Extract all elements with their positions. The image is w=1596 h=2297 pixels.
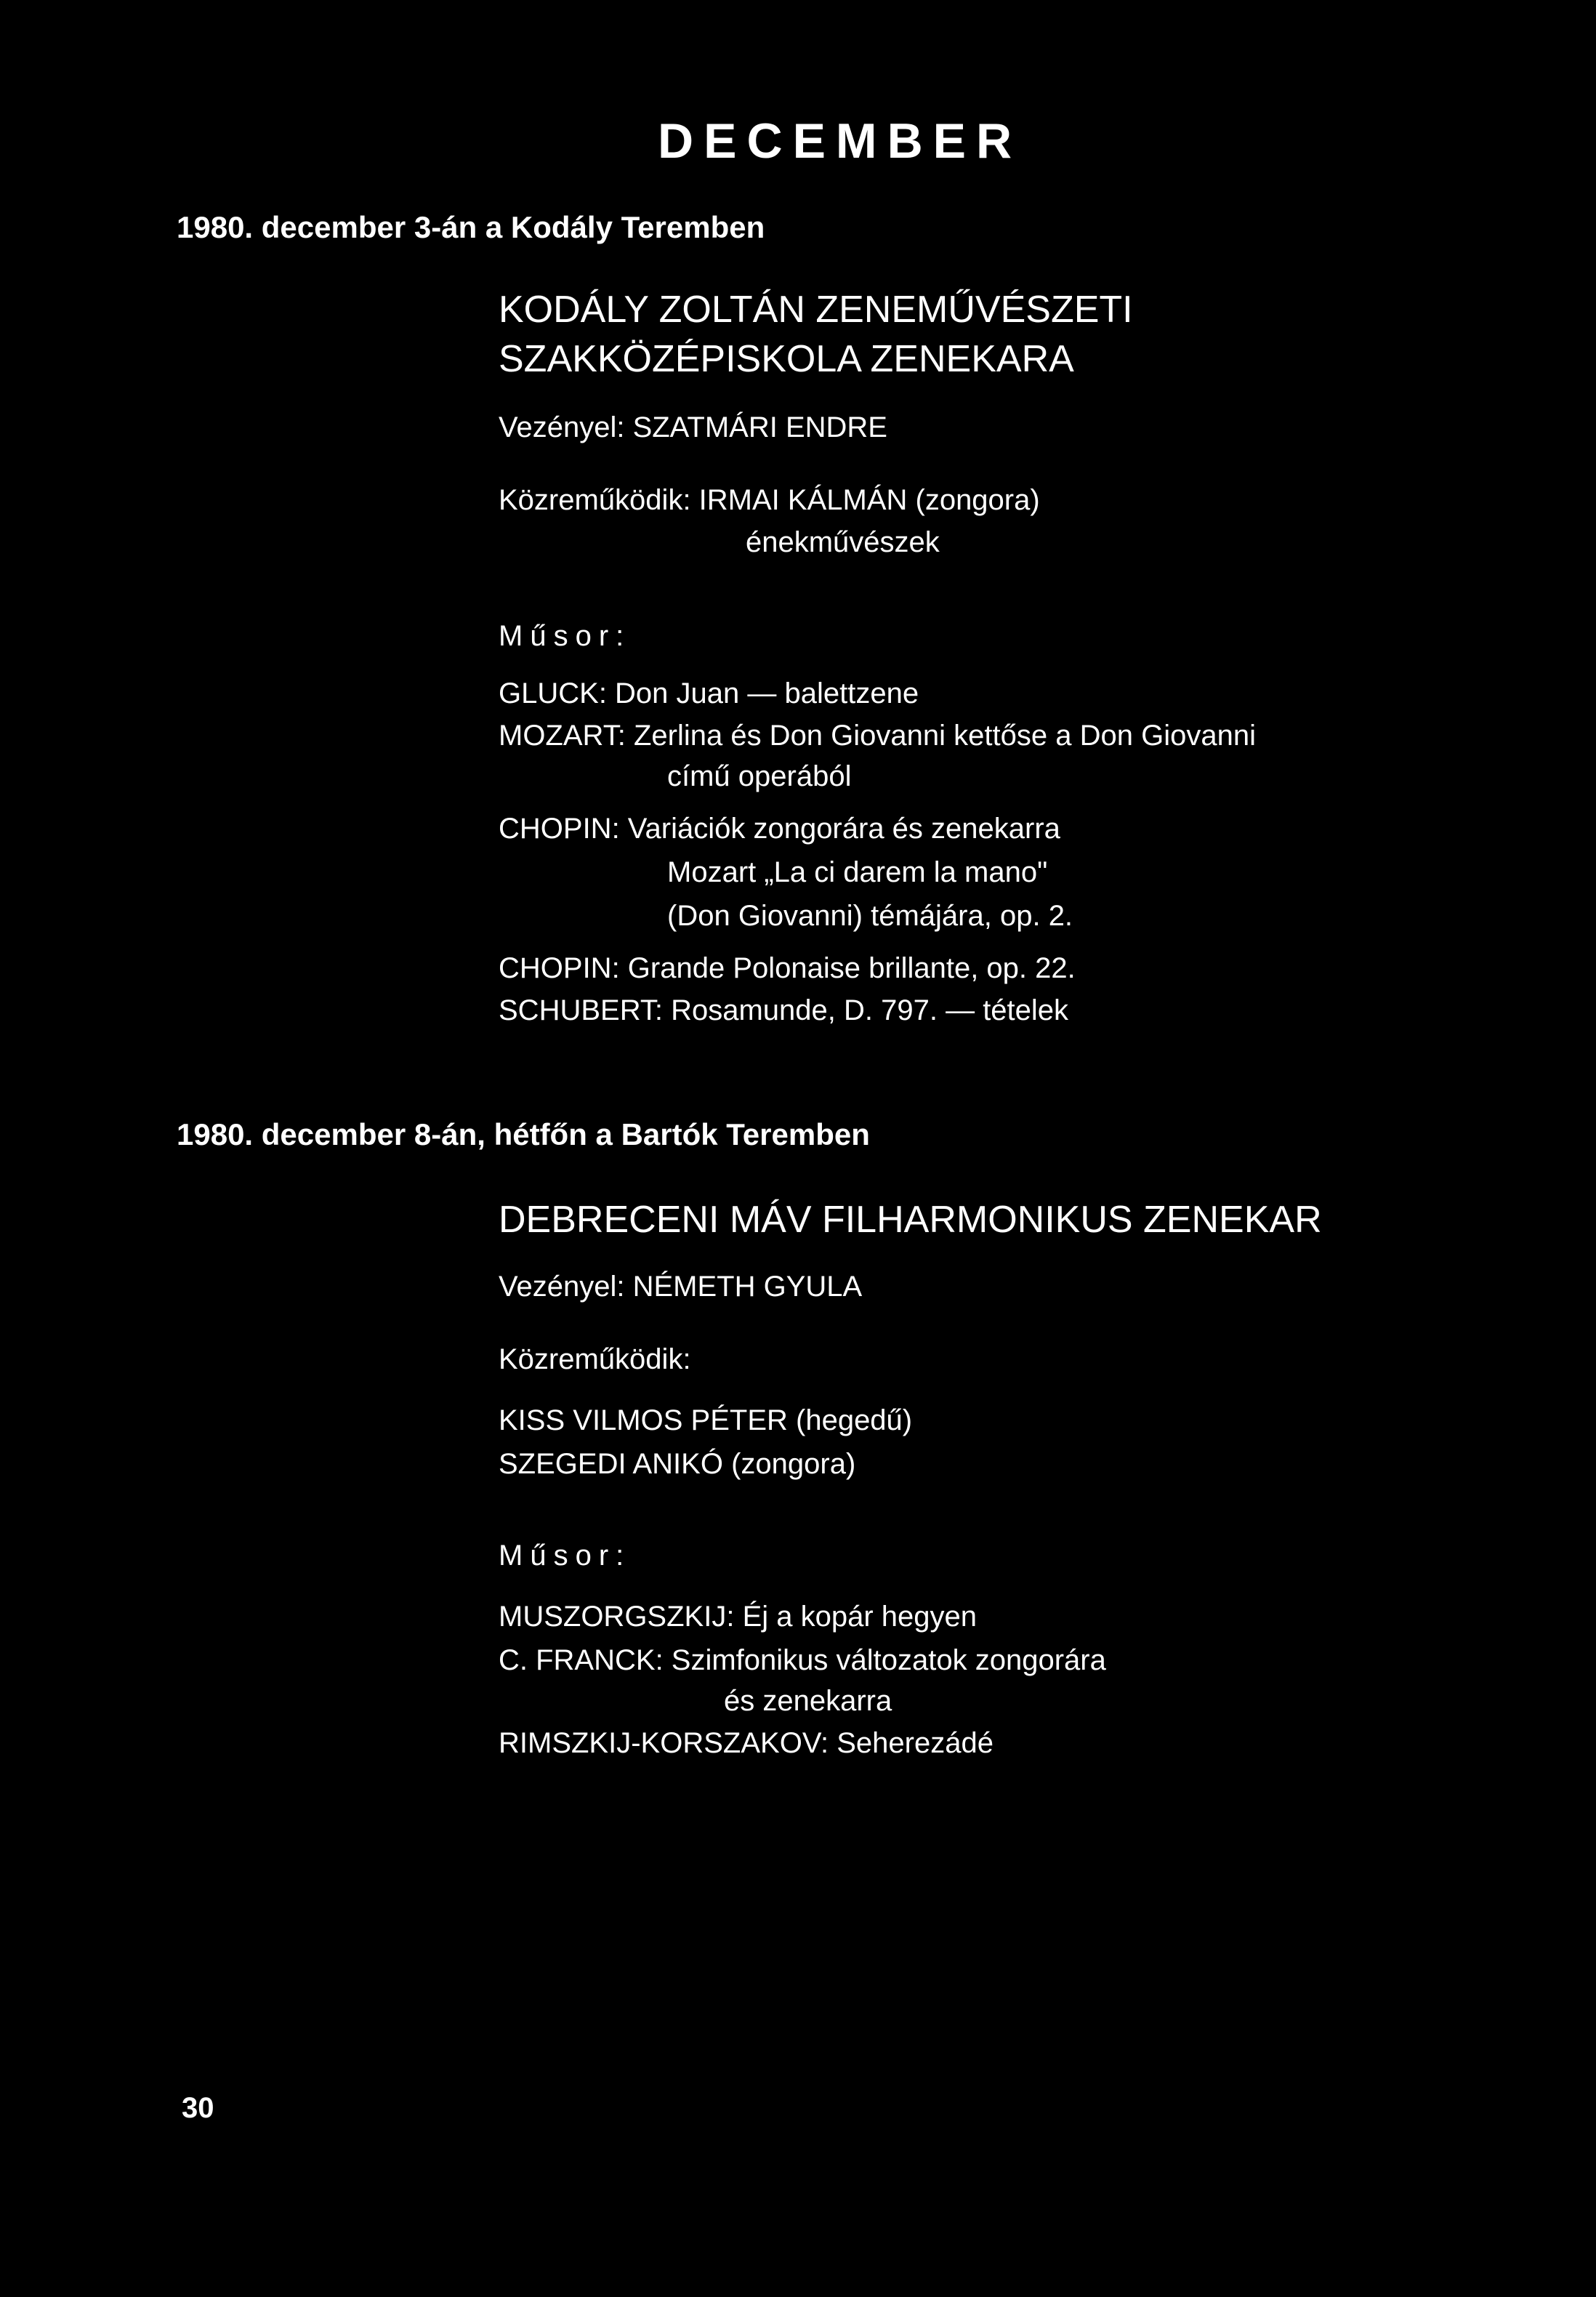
event-1-program-item: CHOPIN: Variációk zongorára és zenekarra [499,813,1060,845]
event-1-program-item: SCHUBERT: Rosamunde, D. 797. — tételek [499,994,1069,1026]
event-2-conductor: Vezényel: NÉMETH GYULA [499,1271,863,1303]
event-2-performer-label: Közreműködik: [499,1343,691,1375]
event-1-performer: Közreműködik: IRMAI KÁLMÁN (zongora) [499,484,1040,516]
event-2-program-item: C. FRANCK: Szimfonikus változatok zongorára [499,1644,1106,1676]
event-2-ensemble: DEBRECENI MÁV FILHARMONIKUS ZENEKAR [499,1199,1322,1241]
event-2-performer: KISS VILMOS PÉTER (hegedű) [499,1404,913,1436]
event-2-date: 1980. december 8-án, hétfőn a Bartók Teremben [177,1117,870,1151]
event-1-date: 1980. december 3-án a Kodály Teremben [177,210,765,244]
event-2-program-item: RIMSZKIJ-KORSZAKOV: Seherezádé [499,1727,994,1759]
page-number: 30 [182,2092,214,2124]
event-2-program-label: Műsor: [499,1540,632,1572]
event-1-program-item: (Don Giovanni) témájára, op. 2. [667,900,1073,932]
event-2-program-item: és zenekarra [724,1685,892,1717]
event-1-program-item: Mozart „La ci darem la mano" [667,856,1048,888]
event-2-program-item: MUSZORGSZKIJ: Éj a kopár hegyen [499,1601,978,1633]
event-1-ensemble-line2: SZAKKÖZÉPISKOLA ZENEKARA [499,338,1074,380]
event-1-program-item: GLUCK: Don Juan — balettzene [499,677,919,709]
event-2-performer: SZEGEDI ANIKÓ (zongora) [499,1448,856,1480]
event-1-performer-2: énekművészek [746,526,940,558]
event-1-program-item: MOZART: Zerlina és Don Giovanni kettőse a Don Giovanni [499,720,1256,752]
event-1-program-label: Műsor: [499,620,632,652]
month-heading: DECEMBER [658,113,1023,169]
event-1-program-item: CHOPIN: Grande Polonaise brillante, op. 22. [499,952,1076,984]
event-1-program-item: című operából [667,760,852,792]
event-1-conductor: Vezényel: SZATMÁRI ENDRE [499,411,887,443]
event-1-ensemble-line1: KODÁLY ZOLTÁN ZENEMŰVÉSZETI [499,289,1133,331]
